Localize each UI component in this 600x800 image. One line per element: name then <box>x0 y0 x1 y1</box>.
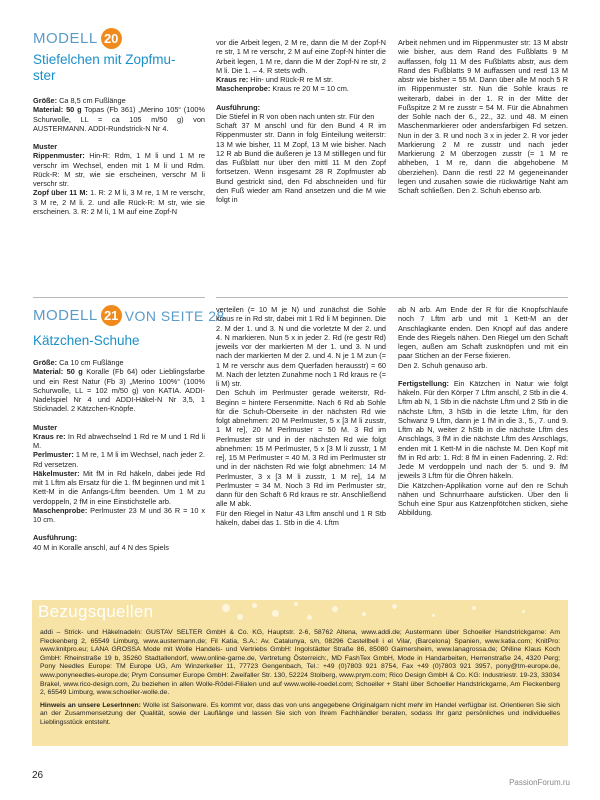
paragraph <box>216 112 386 121</box>
paragraph-text: ab N arb. Am Ende der R für die Knopfschlaufe noch 7 Lftm arb und mit 1 Kett-M an der Anschlagkante enden. Den Knopf auf das andere Ende des Riegels nähen. Den Riegel um den Schaft legen, außen am Schaft zusknöpfen und mit ein paar Stichen an der Ferse fixieren. <box>398 305 568 361</box>
bold-label: Zopf über 11 M: <box>33 188 88 198</box>
paragraph <box>33 432 205 451</box>
paragraph <box>33 423 205 432</box>
modell-21-column-1 <box>33 358 205 552</box>
bold-label: Material: 50 g <box>33 105 82 115</box>
modell-21-header <box>33 305 225 326</box>
paragraph-text: Perlmuster 23 M und 36 R = 10 x 10 cm. <box>33 505 205 524</box>
title-line-2: ster <box>33 68 56 83</box>
paragraph <box>216 509 386 528</box>
paragraph <box>216 388 386 508</box>
paragraph <box>33 533 205 542</box>
paragraph <box>398 481 568 518</box>
paragraph <box>216 38 386 75</box>
paragraph <box>398 379 568 481</box>
modell-21-column-2 <box>216 305 386 527</box>
paragraph <box>33 469 205 506</box>
paragraph-text: Kraus re 20 M = 10 cm. <box>270 84 349 94</box>
bold-label: Fertigstellung: <box>398 378 449 388</box>
bold-label: Muster <box>33 422 58 432</box>
paragraph-text: Koralle (Fb 64) oder Lieblingsfarbe und ein Rest Natur (Fb 3) „Merino 100%“ (100% Schurwolle, LL = 102 m/50 g) von KATIA. ADDI-Nadelspiel Nr 4 und ADDI-Häkel-N Nr 3,5, 1 Sticknadel. 2 Kätzchen-Knöpfe. <box>33 367 205 414</box>
paragraph-text: 1. R: 2 M li, 3 M re, 1 M re verschr, 3 M re, 2 M li. 2. und alle Rück-R: M str, wie sie erscheinen. 3. R: 2 M li, 1 M auf eine Zopf-N <box>33 188 206 216</box>
paragraph <box>33 142 205 151</box>
reader-note-label: Hinweis an unsere LeserInnen: <box>40 701 141 709</box>
modell-20-title <box>33 52 176 84</box>
modell-20-column-3 <box>398 38 568 195</box>
modell-number-badge: 20 <box>101 28 122 49</box>
modell-20-header <box>33 28 122 49</box>
paragraph-text: Für den Riegel in Natur 43 Lftm anschl und 1 R Stb häkeln, dabei das 1. Stb in die 4. Lftm <box>216 508 386 527</box>
paragraph <box>33 506 205 525</box>
paragraph-text: vor die Arbeit legen, 2 M re, dann die M der Zopf-N re str, 1 M re verschr, 2 M auf eine Zopf-N hinter die Arbeit legen, 1 M re, dann die M der Zopf-N re str, 2 M li. Die 1. – 4. R stets wdh. <box>216 38 386 75</box>
paragraph-text: Hin- und Rück-R re M str. <box>248 75 334 84</box>
watermark: PassionForum.ru <box>509 778 570 787</box>
paragraph-text: Die Kätzchen-Applikation vorne auf den re Schuh nähen und Schnurrhaare aufsticken. Über den li Schuh eine Spur aus Katzenpfötchen sticken, siehe Abbildung. <box>398 480 568 518</box>
bold-label: Ausführung: <box>33 533 78 543</box>
paragraph-text: Den 2. Schuh genauso arb. <box>398 360 488 370</box>
paragraph-text: 1 M re, 1 M li im Wechsel, nach jeder 2. Rd versetzen. <box>33 450 205 469</box>
paragraph <box>33 96 205 105</box>
modell-20-column-2 <box>216 38 386 204</box>
bold-label: Muster <box>33 142 58 151</box>
paragraph <box>33 543 205 552</box>
modell-21-column-3 <box>398 305 568 518</box>
bold-label: Häkelmuster: <box>33 468 80 478</box>
reader-note-text: Wolle ist Saisonware. Es kommt vor, dass das von uns angegebene Originalgarn nicht mehr im Handel verfügbar ist. Orientieren Sie sich an der Zusammensetzung der Qualität, sowie der Lauflänge und lassen Sie sich von Ihrem Fachhändler beraten, sodass Ihr ganz persönliches und individuelles Lieblingsstück entsteht. <box>40 701 560 726</box>
divider <box>216 297 568 298</box>
paragraph <box>33 151 205 188</box>
paragraph-text: Hin-R: Rdm, 1 M li und 1 M re verschr im Wechsel, enden mit 1 M li und Rdm. Rück-R: M str, wie sie erscheinen, verschr M li verschr str. <box>33 151 205 188</box>
bold-label: Maschenprobe: <box>33 505 88 515</box>
paragraph <box>216 103 386 112</box>
paragraph <box>33 367 205 413</box>
paragraph-text: In Rd abwechselnd 1 Rd re M und 1 Rd li M. <box>33 431 205 450</box>
bold-label: Kraus re: <box>216 75 249 84</box>
page-number: 26 <box>32 770 44 781</box>
paragraph-text: Ein Kätzchen in Natur wie folgt häkeln. Für den Körper 7 Lftm anschl, 2 Stb in die 4. Lftm ab N, 1 Stb in die nächste Lftm und 2 Stb in die nächste Lftm, 3 hStb in die letzte Lftm, für den Schwanz 9 Lftm, dann je 1 fM in die 3., 5., 7. und 9. Lftm ab N, weiter 2 hStb in die nächste Lftm des Anschlags, 3 fM in die nächste Lftm des Anschlags, enden mit 1 Kett-M in die nächste M. Den Kopf mit fM in Rd arb: 1. Rd: 8 fM in einen Fadenring. 2. Rd: Jede M verdoppeln und nach der 5. und 9. fM jeweils 3 Lftm für die Öhren häkeln. <box>398 378 568 481</box>
paragraph-text: Mit fM in Rd häkeln, dabei jede Rd mit 1 Lftm als Ersatz für die 1. fM beginnen und mit 1 Kett-M in die Anfangs-Lftm beenden. Um 1 M zu verdoppeln, 2 fM in eine Einstichstelle arb. <box>33 468 205 506</box>
paragraph-text: Ca 10 cm Fußlänge <box>57 358 124 367</box>
modell-label: MODELL <box>33 307 98 324</box>
bold-label: Kraus re: <box>33 431 66 441</box>
bold-label: Material: 50 g <box>33 367 83 377</box>
paragraph <box>33 358 205 367</box>
bold-label: Rippenmuster: <box>33 151 85 161</box>
paragraph-text: Ca 8,5 cm Fußlänge <box>57 96 126 105</box>
title-line-1: Stiefelchen mit Zopfmu- <box>33 52 176 67</box>
paragraph-text: Die Stiefel in R von oben nach unten str. Für den <box>216 111 375 121</box>
paragraph <box>398 361 568 370</box>
paragraph <box>33 105 205 133</box>
bold-label: Maschenprobe: <box>216 84 271 94</box>
paragraph <box>33 450 205 469</box>
reader-note <box>40 702 560 728</box>
modell-21-title: Kätzchen-Schuhe <box>33 333 140 348</box>
paragraph-text: Schaft 37 M anschl und für den Bund 4 R im Rippenmuster str. Dann in folg Einteilung weiterstr: 13 M wie bisher, 11 M Zopf, 13 M wie bisher. Nach 12 R ab Bund die äußeren je 13 M stilllegen und für das Fußblatt nur über den mittl 11 M den Zopf fortsetzen. Wenn insgesamt 28 R Zopfmuster ab Bund gestrickt sind, den Fd abschneiden und für den Fuß wieder am Rand ansetzen und die M wie folgt in <box>216 121 386 204</box>
bold-label: Ausführung: <box>216 102 261 112</box>
paragraph <box>33 188 205 216</box>
source-page-ref: VON SEITE 28 <box>124 307 225 324</box>
paragraph-text: Topas (Fb 361) „Merino 105“ (100% Schurwolle, LL = ca 105 m/50 g) von AUSTERMANN. ADDI-Rundstrick-N Nr 4. <box>33 105 205 133</box>
divider <box>33 297 205 298</box>
modell-number-badge: 21 <box>101 305 122 326</box>
bold-label: Größe: <box>33 96 58 105</box>
modell-label: MODELL <box>33 30 98 47</box>
bezugsquellen-text <box>40 629 560 728</box>
paragraph <box>398 305 568 361</box>
paragraph-text: Arbeit nehmen und im Rippenmuster str: 13 M abstr wie bisher, aus dem Rand des Fußblatts 9 M auffassen, folg 11 M des Fußblatts abstr, aus dem Rand des Fußblatts 9 M auffassen und restl 13 M abstr wie bisher = 55 M. Dann über alle M noch 5 R im Rippenmuster str. Nun die Sohle kraus re weiterarb, dabei in der 1. R in der Mitte der Fußspitze 2 M re zusstr = 54 M. Für die Abnahmen der Sohle nach der 6., 22., 32. und 48. M einen Maschenmarkierer oder andersfarbigen Fd setzen. Nun in der 3. R und noch 3 x in jeder 2. R vor jeder Markierung 2 M re zusstr und nach jeder Markierung 2 M überzogen zusstr (= 1 M re abheben, 1 M re, dann die abgehobene M überziehen). Dann die restl 22 M gegeneinander legen und zusahen sowie die rückwärtige Naht am Schaft schließen. Den 2. Schuh ebenso arb. <box>398 38 568 195</box>
paragraph-text: Den Schuh im Perlmuster gerade weiterstr, Rd-Beginn = hintere Fersenmitte. Nach 6 Rd ab Sohle für die Schuh-Oberseite in der nächsten Rd wie folgt abnehmen: 20 M Perlmuster, 5 x [3 M li zusstr, 1 M re], 20 M Perlmuster = 50 M. 3 Rd im Perlmuster str und in der nächsten Rd wie folgt abnehmen: 15 M Perlmuster, 5 x [3 M li zusstr, 1 M re], 15 M Perlmuster = 40 M. 3 Rd im Perlmuster str und in der nächsten Rd wie folgt abnehmen: 14 M Perlmuster, 3 x [3 M li zusstr, 1 M re], 14 M Perlmuster = 34 M. Noch 3 Rd im Perlmuster str, dann für den Schaft 6 Rd kraus re str. Anschließend alle M abk. <box>216 388 386 509</box>
paragraph <box>398 38 568 195</box>
paragraph <box>216 75 386 84</box>
paragraph <box>216 84 386 93</box>
modell-20-column-1 <box>33 96 205 216</box>
paragraph <box>216 121 386 204</box>
paragraph-text: verteilen (= 10 M je N) und zunächst die Sohle kraus re in Rd str, dabei mit 1 Rd li M beginnen. Die 2. M der 1. und 3. N und die vorletzte M der 2. und 4. N markieren. Nun 5 x in jeder 2. Rd (re gestr Rd) jeweils vor der markierten M der 1. und 3. N und nach der markierten M der 2. und 4. N je 1 M zun (= 1 M re verschr aus dem Querfaden herausstr) = 60 M. Nach der letzten Zunahme noch 1 Rd kraus re (= li M) str. <box>216 305 386 388</box>
paragraph <box>216 305 386 388</box>
supplier-list: addi – Strick- und Häkelnadeln: GUSTAV SELTER GmbH & Co. KG, Hauptstr. 2-6, 58762 Altena, www.addi.de; Austermann über Schoeller Handstrickgarne: Am Fleckenberg 2, 65549 Limburg, www.austermann.de; Fil Katia, S.A.: Av. Catalunya, s/n, 08296 Castellbell i el Vilar, (Barcelona) Spanien, www.katia.com; KnitPro: www.knitpro.eu; LANA GROSSA Mode mit Wolle Handels- und Vertriebs GmbH: Ingolstädter Straße 86, 85080 Gaimersheim, www.lanagrossa.de; ONline Klaus Koch GmbH: Rheinstraße 19 b, 35260 Stadtallendorf, www.online-garne.de, Vertretung Österreich:, MD FashTex GmbH, Mode in Handarbeiten, Herrenstraße 24, 4320 Perg; Pony Needles Europe: TM Europe UG, Am Winzerkeller 11, 77723 Gengenbach, Tel.: +49 (0)7803 921 8754, Fax +49 (0)7803 921 3957, pony@tm-europe.de, www.ponyneedles-europe.de; Prym Consumer Europe GmbH: Zweifaller Str. 130, 52224 Stolberg, www.prym.com; Rico Design GmbH & Co. KG: Industriestr. 19-23, 33034 Brakel, www.rico-design.com, Zu beziehen in allen Wolle-Rödel-Filialen und auf www.wolle-roedel.com; Schoeller + Stahl über Schoeller Handstrickgarne, Am Fleckenberg 2, 65549 Limburg, www.schoeller-wolle.de. <box>40 629 560 697</box>
bold-label: Perlmuster: <box>33 450 74 460</box>
bold-label: Größe: <box>33 358 58 367</box>
bezugsquellen-title: Bezugsquellen <box>38 602 154 621</box>
paragraph-text: 40 M in Koralle anschl, auf 4 N des Spiels <box>33 542 169 552</box>
